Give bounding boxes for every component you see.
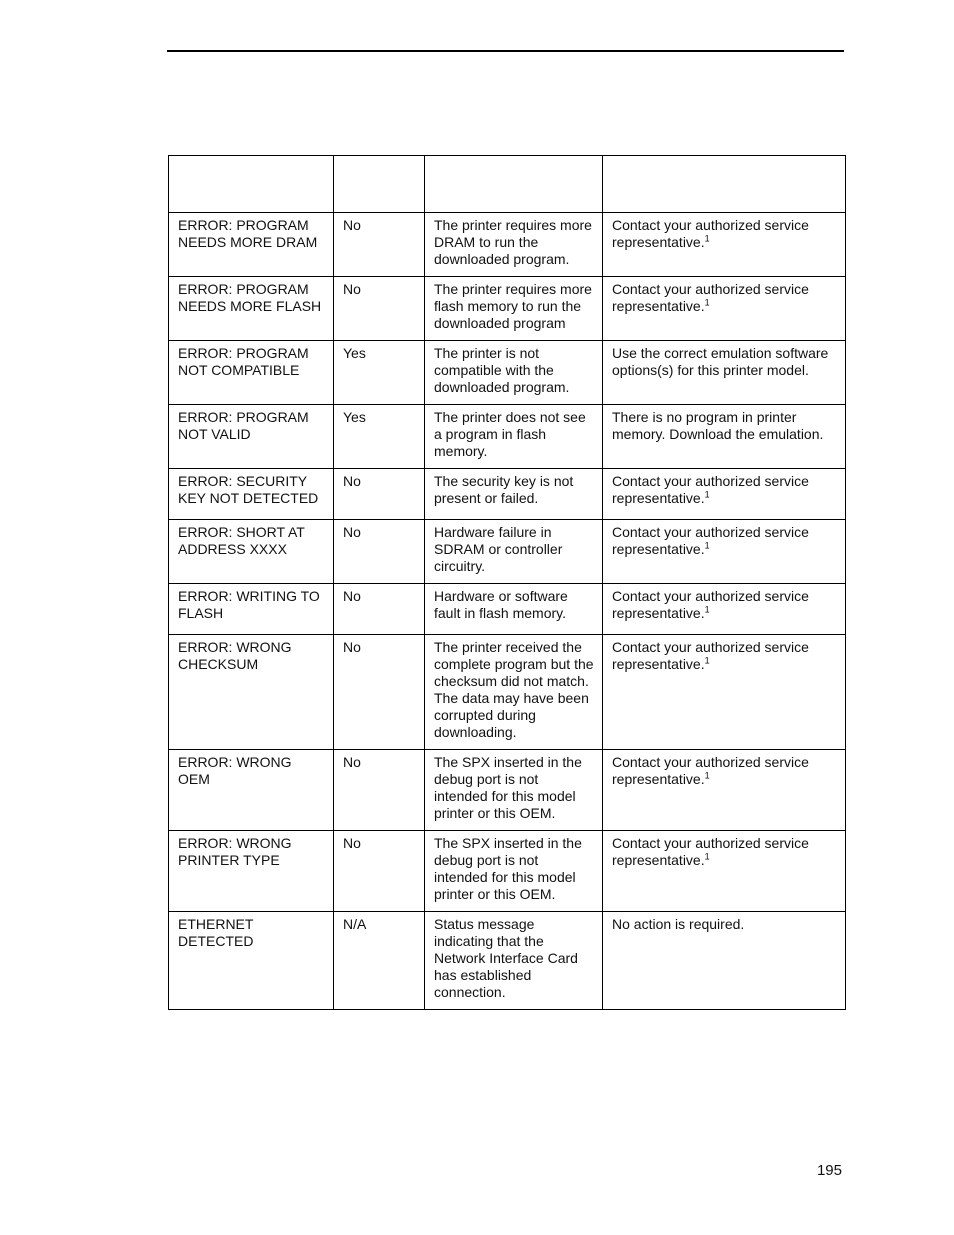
- footnote-marker: 1: [704, 489, 710, 500]
- message-cell-text: ETHERNET DETECTED: [178, 916, 254, 949]
- explanation-cell: [425, 912, 603, 1010]
- message-cell: [169, 520, 334, 584]
- message-cell-text: ERROR: PROGRAM NOT VALID: [178, 409, 309, 442]
- message-cell: [169, 912, 334, 1010]
- table-header: [169, 156, 846, 213]
- action-cell: [603, 912, 846, 1010]
- clearable-cell: [334, 213, 425, 277]
- table-row: [169, 341, 846, 405]
- header-clearable: [334, 156, 425, 213]
- header-action: [603, 156, 846, 213]
- clearable-cell: [334, 405, 425, 469]
- message-cell: [169, 213, 334, 277]
- action-cell: [603, 405, 846, 469]
- explanation-cell: [425, 213, 603, 277]
- message-cell: [169, 405, 334, 469]
- action-cell-text: No action is required.: [612, 916, 745, 932]
- action-cell-text: Contact your authorized service representative.: [612, 754, 809, 787]
- clearable-cell: [334, 912, 425, 1010]
- action-cell-text: Contact your authorized service representative.: [612, 588, 809, 621]
- clearable-cell-text: No: [343, 639, 361, 655]
- message-cell: [169, 635, 334, 750]
- clearable-cell: [334, 635, 425, 750]
- clearable-cell: [334, 831, 425, 912]
- clearable-cell: [334, 277, 425, 341]
- explanation-cell: [425, 635, 603, 750]
- header-explanation: [425, 156, 603, 213]
- action-cell-text: There is no program in printer memory. Download the emulation.: [612, 409, 824, 442]
- explanation-cell-text: The printer requires more flash memory to run the downloaded program: [434, 281, 592, 331]
- clearable-cell-text: No: [343, 281, 361, 297]
- action-cell-text: Contact your authorized service representative.: [612, 217, 809, 250]
- action-cell-text: Contact your authorized service representative.: [612, 835, 809, 868]
- explanation-cell-text: The printer requires more DRAM to run the downloaded program.: [434, 217, 592, 267]
- explanation-cell: [425, 341, 603, 405]
- clearable-cell-text: No: [343, 588, 361, 604]
- action-cell-text: Contact your authorized service representative.: [612, 473, 809, 506]
- action-cell: [603, 750, 846, 831]
- header-message: [169, 156, 334, 213]
- table-row: [169, 584, 846, 635]
- message-cell: [169, 469, 334, 520]
- explanation-cell-text: The printer is not compatible with the downloaded program.: [434, 345, 570, 395]
- explanation-cell: [425, 405, 603, 469]
- error-message-table: [168, 155, 846, 1010]
- action-cell: [603, 520, 846, 584]
- clearable-cell-text: No: [343, 473, 361, 489]
- table-row: [169, 750, 846, 831]
- message-cell-text: ERROR: PROGRAM NEEDS MORE DRAM: [178, 217, 318, 250]
- action-cell: [603, 831, 846, 912]
- action-cell: [603, 277, 846, 341]
- clearable-cell: [334, 520, 425, 584]
- footnote-marker: 1: [704, 233, 710, 244]
- explanation-cell: [425, 277, 603, 341]
- clearable-cell-text: N/A: [343, 916, 367, 932]
- clearable-cell: [334, 584, 425, 635]
- action-cell-text: Contact your authorized service representative.: [612, 524, 809, 557]
- clearable-cell-text: Yes: [343, 345, 366, 361]
- clearable-cell: [334, 341, 425, 405]
- action-cell: [603, 635, 846, 750]
- message-cell: [169, 750, 334, 831]
- action-cell-text: Use the correct emulation software options(s) for this printer model.: [612, 345, 829, 378]
- footnote-marker: 1: [704, 770, 710, 781]
- clearable-cell: [334, 750, 425, 831]
- clearable-cell-text: No: [343, 524, 361, 540]
- table-row: [169, 213, 846, 277]
- footnote-marker: 1: [704, 655, 710, 666]
- message-cell-text: ERROR: PROGRAM NEEDS MORE FLASH: [178, 281, 322, 314]
- explanation-cell: [425, 831, 603, 912]
- table-header-row: [169, 156, 846, 213]
- action-cell-text: Contact your authorized service representative.: [612, 639, 809, 672]
- message-cell-text: ERROR: SECURITY KEY NOT DETECTED: [178, 473, 319, 506]
- table-body: [169, 213, 846, 1010]
- action-cell: [603, 469, 846, 520]
- table-row: [169, 635, 846, 750]
- explanation-cell: [425, 584, 603, 635]
- action-cell: [603, 584, 846, 635]
- page-number: 195: [816, 1162, 842, 1179]
- explanation-cell-text: The SPX inserted in the debug port is not intended for this model printer or this OEM.: [434, 835, 582, 902]
- table-row: [169, 405, 846, 469]
- action-cell-text: Contact your authorized service representative.: [612, 281, 809, 314]
- message-cell: [169, 341, 334, 405]
- clearable-cell-text: No: [343, 754, 361, 770]
- explanation-cell-text: The SPX inserted in the debug port is not intended for this model printer or this OEM.: [434, 754, 582, 821]
- clearable-cell-text: No: [343, 217, 361, 233]
- message-cell-text: ERROR: PROGRAM NOT COMPATIBLE: [178, 345, 309, 378]
- message-cell: [169, 831, 334, 912]
- action-cell: [603, 213, 846, 277]
- explanation-cell: [425, 520, 603, 584]
- explanation-cell-text: Hardware or software fault in flash memory.: [434, 588, 568, 621]
- footnote-marker: 1: [704, 851, 710, 862]
- explanation-cell-text: Status message indicating that the Network Interface Card has established connection.: [434, 916, 578, 1000]
- footnote-marker: 1: [704, 540, 710, 551]
- table-row: [169, 520, 846, 584]
- table-row: [169, 277, 846, 341]
- explanation-cell: [425, 469, 603, 520]
- explanation-cell: [425, 750, 603, 831]
- message-cell: [169, 277, 334, 341]
- message-cell-text: ERROR: WRONG PRINTER TYPE: [178, 835, 292, 868]
- message-cell-text: ERROR: WRONG CHECKSUM: [178, 639, 292, 672]
- action-cell: [603, 341, 846, 405]
- explanation-cell-text: Hardware failure in SDRAM or controller circuitry.: [434, 524, 563, 574]
- message-cell-text: ERROR: WRITING TO FLASH: [178, 588, 320, 621]
- header-rule: [167, 50, 844, 52]
- message-cell-text: ERROR: SHORT AT ADDRESS XXXX: [178, 524, 305, 557]
- clearable-cell-text: No: [343, 835, 361, 851]
- table-row: [169, 912, 846, 1010]
- footnote-marker: 1: [704, 297, 710, 308]
- clearable-cell-text: Yes: [343, 409, 366, 425]
- message-cell: [169, 584, 334, 635]
- explanation-cell-text: The printer does not see a program in flash memory.: [434, 409, 586, 459]
- clearable-cell: [334, 469, 425, 520]
- table-row: [169, 469, 846, 520]
- message-cell-text: ERROR: WRONG OEM: [178, 754, 292, 787]
- table-row: [169, 831, 846, 912]
- footnote-marker: 1: [704, 604, 710, 615]
- explanation-cell-text: The security key is not present or failed.: [434, 473, 574, 506]
- explanation-cell-text: The printer received the complete program but the checksum did not match. The data may have been corrupted during downloading.: [434, 639, 594, 740]
